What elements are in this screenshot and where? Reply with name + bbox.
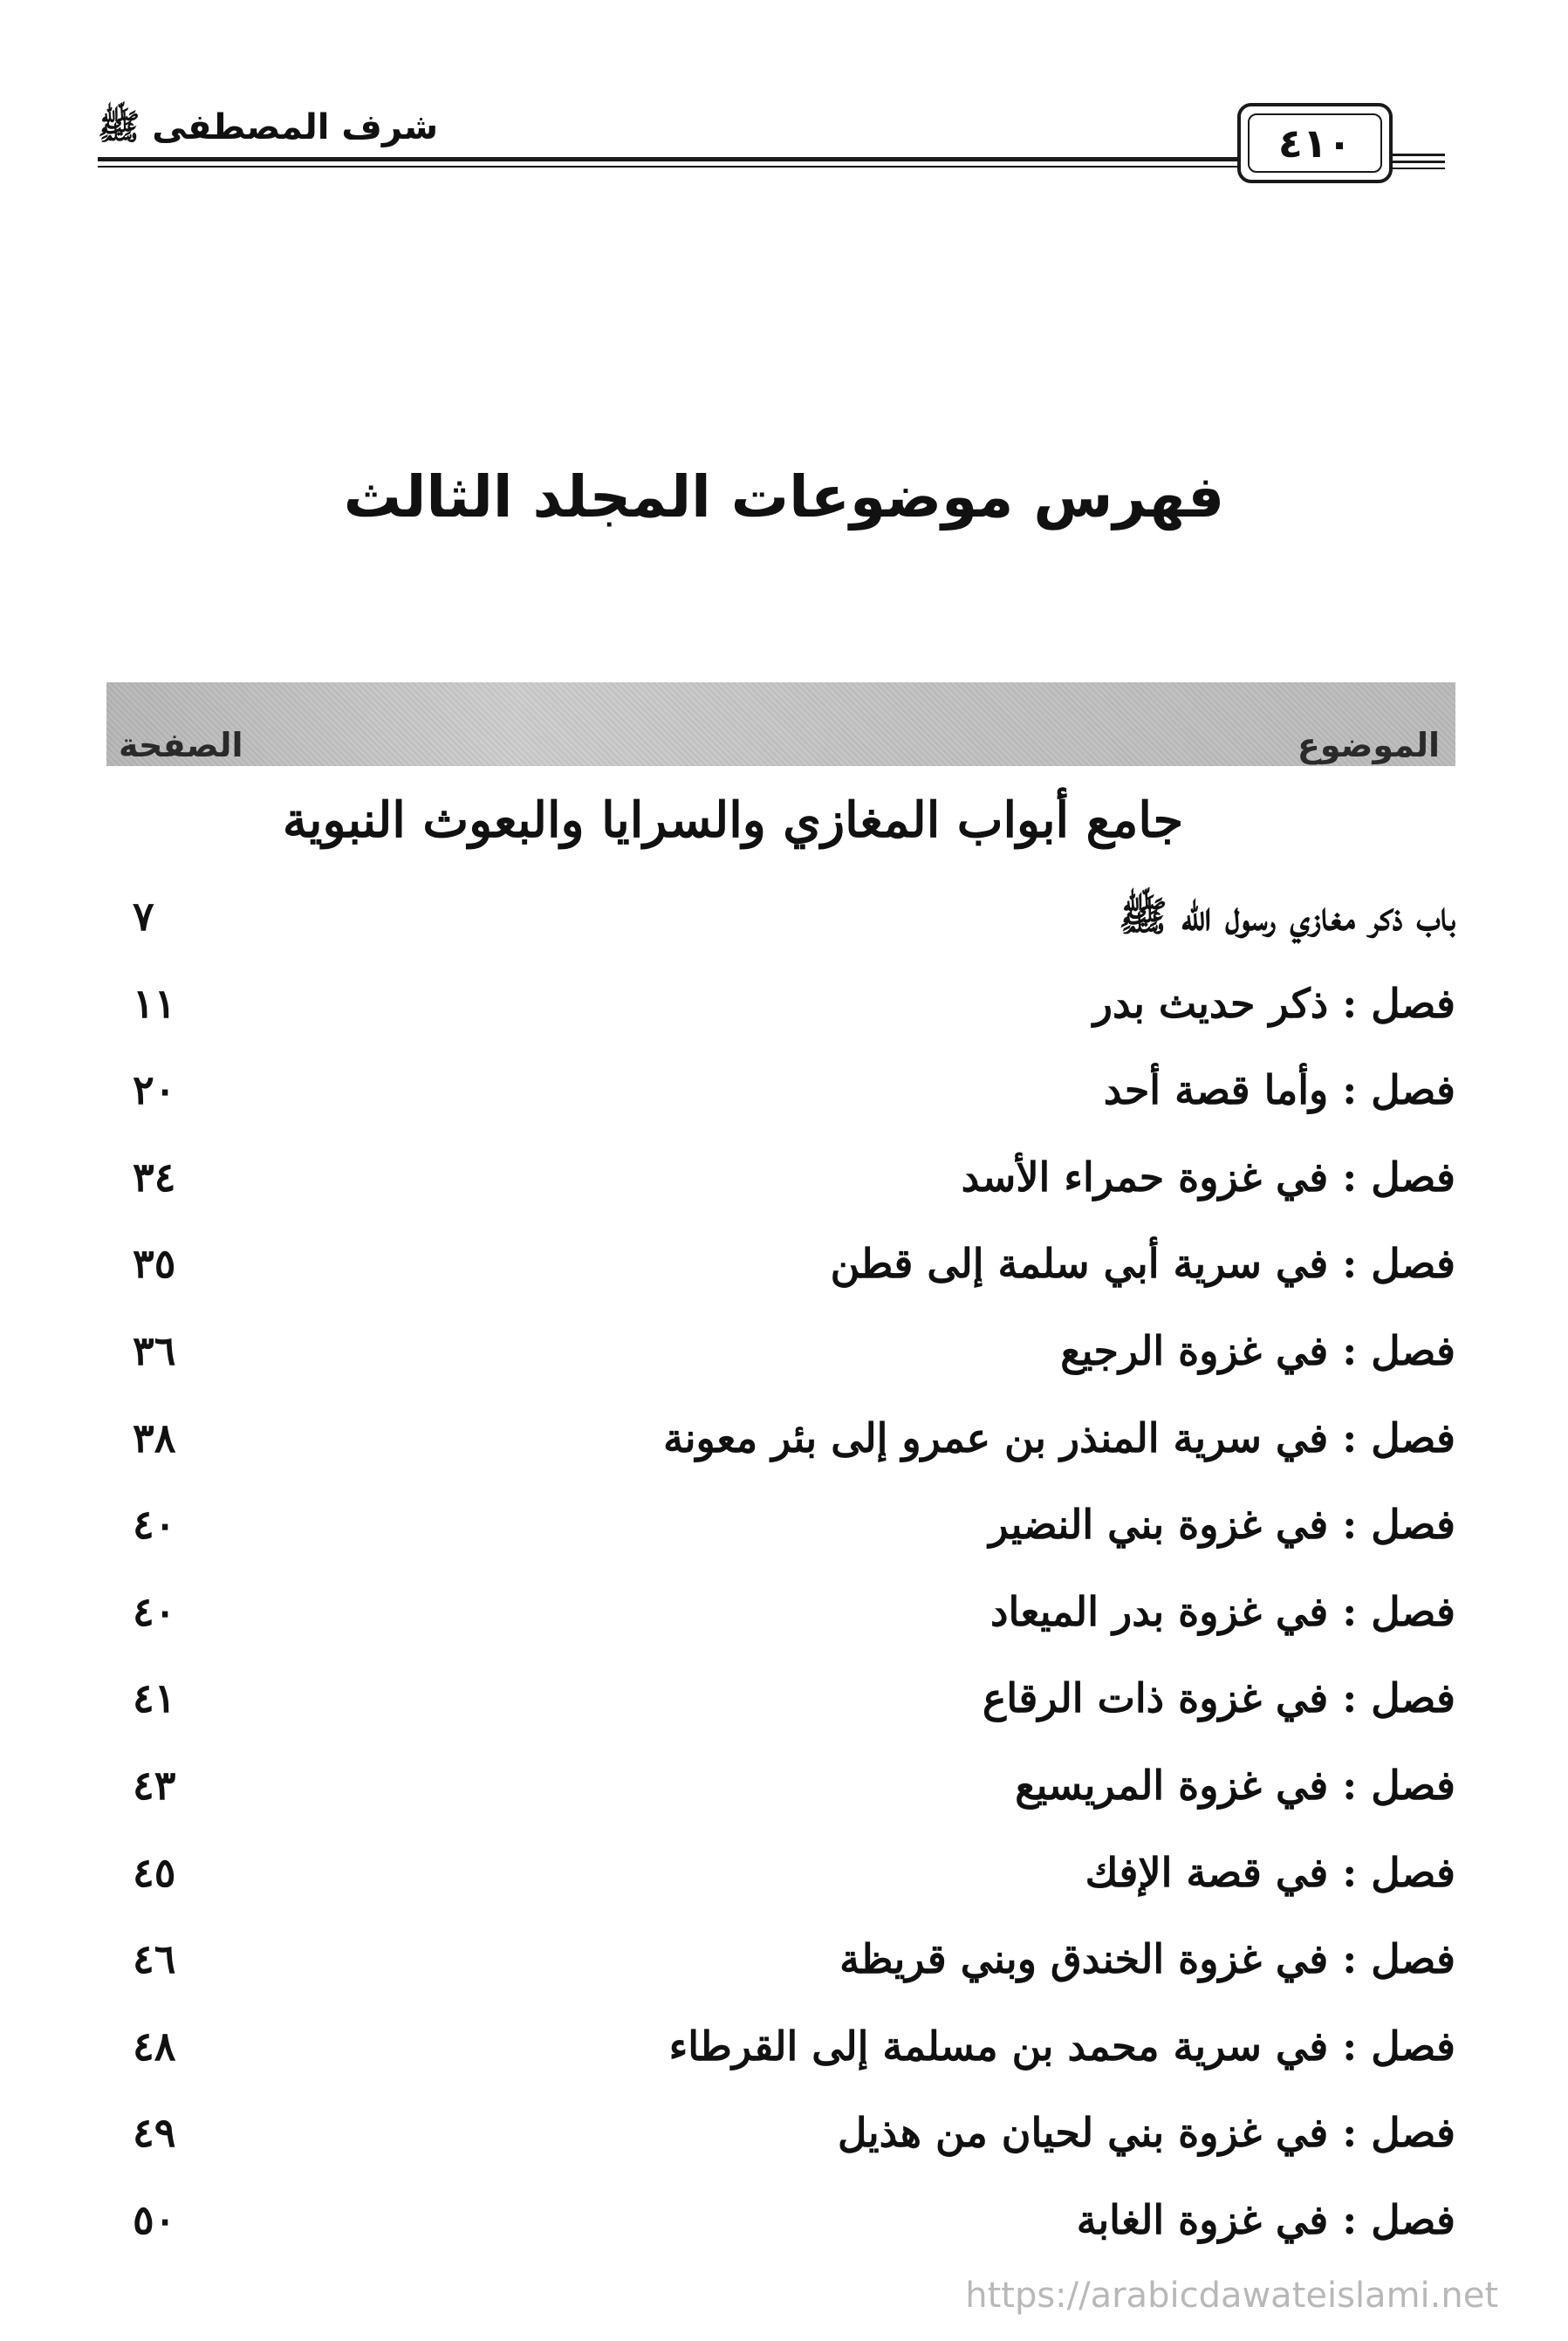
toc-entry-page: ٤٩ [133,2109,176,2157]
toc-entry-page: ٣٤ [133,1153,176,1201]
header-rule [98,157,1237,161]
toc-entry-page: ٣٨ [133,1413,176,1461]
toc-entry-page: ٤٠ [133,1587,176,1635]
column-header-subject: الموضوع [1297,726,1440,764]
toc-row [106,1571,1455,1658]
toc-entry-title: فصل : وأما قصة أحد [1103,1066,1455,1114]
page-number-frame [1237,103,1393,183]
section-heading: جامع أبواب المغازي والسرايا والبعوث النبوية [282,791,1184,849]
toc-entry-page: ٥٠ [133,2195,176,2243]
page-number: ٤١٠ [1248,113,1382,173]
toc-row [106,2005,1455,2092]
toc-row [106,1222,1455,1310]
toc-row [106,875,1455,962]
toc-row [106,1657,1455,1744]
header-ornament-rule [1393,168,1445,169]
header-ornament-rule [1393,154,1445,156]
toc-row [106,1397,1455,1484]
watermark-url: https://arabicdawateislami.net [965,2276,1498,2316]
toc-row [106,1136,1455,1223]
toc-list [106,875,1455,2266]
header-ornament-rule [1393,161,1445,163]
toc-entry-title: فصل : ذكر حديث بدر [1092,979,1455,1027]
toc-entry-page: ٤٨ [133,2022,176,2070]
toc-row [106,962,1455,1050]
page-title: فهرس موضوعات المجلد الثالث [343,463,1225,530]
toc-row [106,1049,1455,1136]
toc-entry-title: فصل : في سرية أبي سلمة إلى قطن [830,1240,1455,1288]
toc-entry-title: فصل : في قصة الإفك [1085,1848,1455,1896]
toc-entry-title: فصل : في غزوة الخندق وبني قريظة [839,1935,1455,1983]
toc-entry-title: فصل : في غزوة الغابة [1076,2195,1455,2243]
toc-entry-page: ٧ [133,893,154,940]
toc-row [106,2179,1455,2266]
toc-entry-page: ٤٥ [133,1848,176,1896]
toc-entry-page: ٤١ [133,1674,176,1722]
column-header-bar [106,682,1455,766]
toc-entry-title: فصل : في سرية المنذر بن عمرو إلى بئر معونة [663,1413,1455,1461]
toc-entry-title: فصل : في غزوة بني النضير [989,1501,1455,1549]
header-rule-thin [98,166,1237,168]
toc-row [106,1918,1455,2005]
toc-entry-title: فصل : في غزوة بدر الميعاد [990,1587,1455,1635]
toc-entry-title: فصل : في غزوة حمراء الأسد [961,1153,1455,1201]
running-header-book-title: شرف المصطفى ﷺ [98,107,439,147]
toc-entry-title: باب ذكر مغازي رسول الله ﷺ [1119,893,1455,940]
toc-entry-page: ٣٦ [133,1326,176,1374]
toc-row [106,1483,1455,1571]
toc-row [106,2091,1455,2179]
toc-row [106,1744,1455,1831]
toc-entry-title: فصل : في غزوة ذات الرقاع [982,1674,1455,1722]
toc-entry-page: ٤٣ [133,1761,176,1809]
toc-row [106,1831,1455,1919]
toc-entry-page: ٤٠ [133,1501,176,1549]
toc-entry-page: ١١ [133,979,176,1027]
toc-entry-title: فصل : في غزوة بني لحيان من هذيل [838,2109,1455,2157]
toc-row [106,1310,1455,1397]
toc-entry-title: فصل : في سرية محمد بن مسلمة إلى القرطاء [668,2022,1455,2070]
toc-entry-title: فصل : في غزوة الرجيع [1060,1326,1455,1374]
toc-entry-page: ٣٥ [133,1240,176,1288]
toc-entry-title: فصل : في غزوة المريسيع [1015,1761,1455,1809]
column-header-page: الصفحة [119,726,243,764]
toc-entry-page: ٤٦ [133,1935,176,1983]
toc-entry-page: ٢٠ [133,1066,176,1114]
